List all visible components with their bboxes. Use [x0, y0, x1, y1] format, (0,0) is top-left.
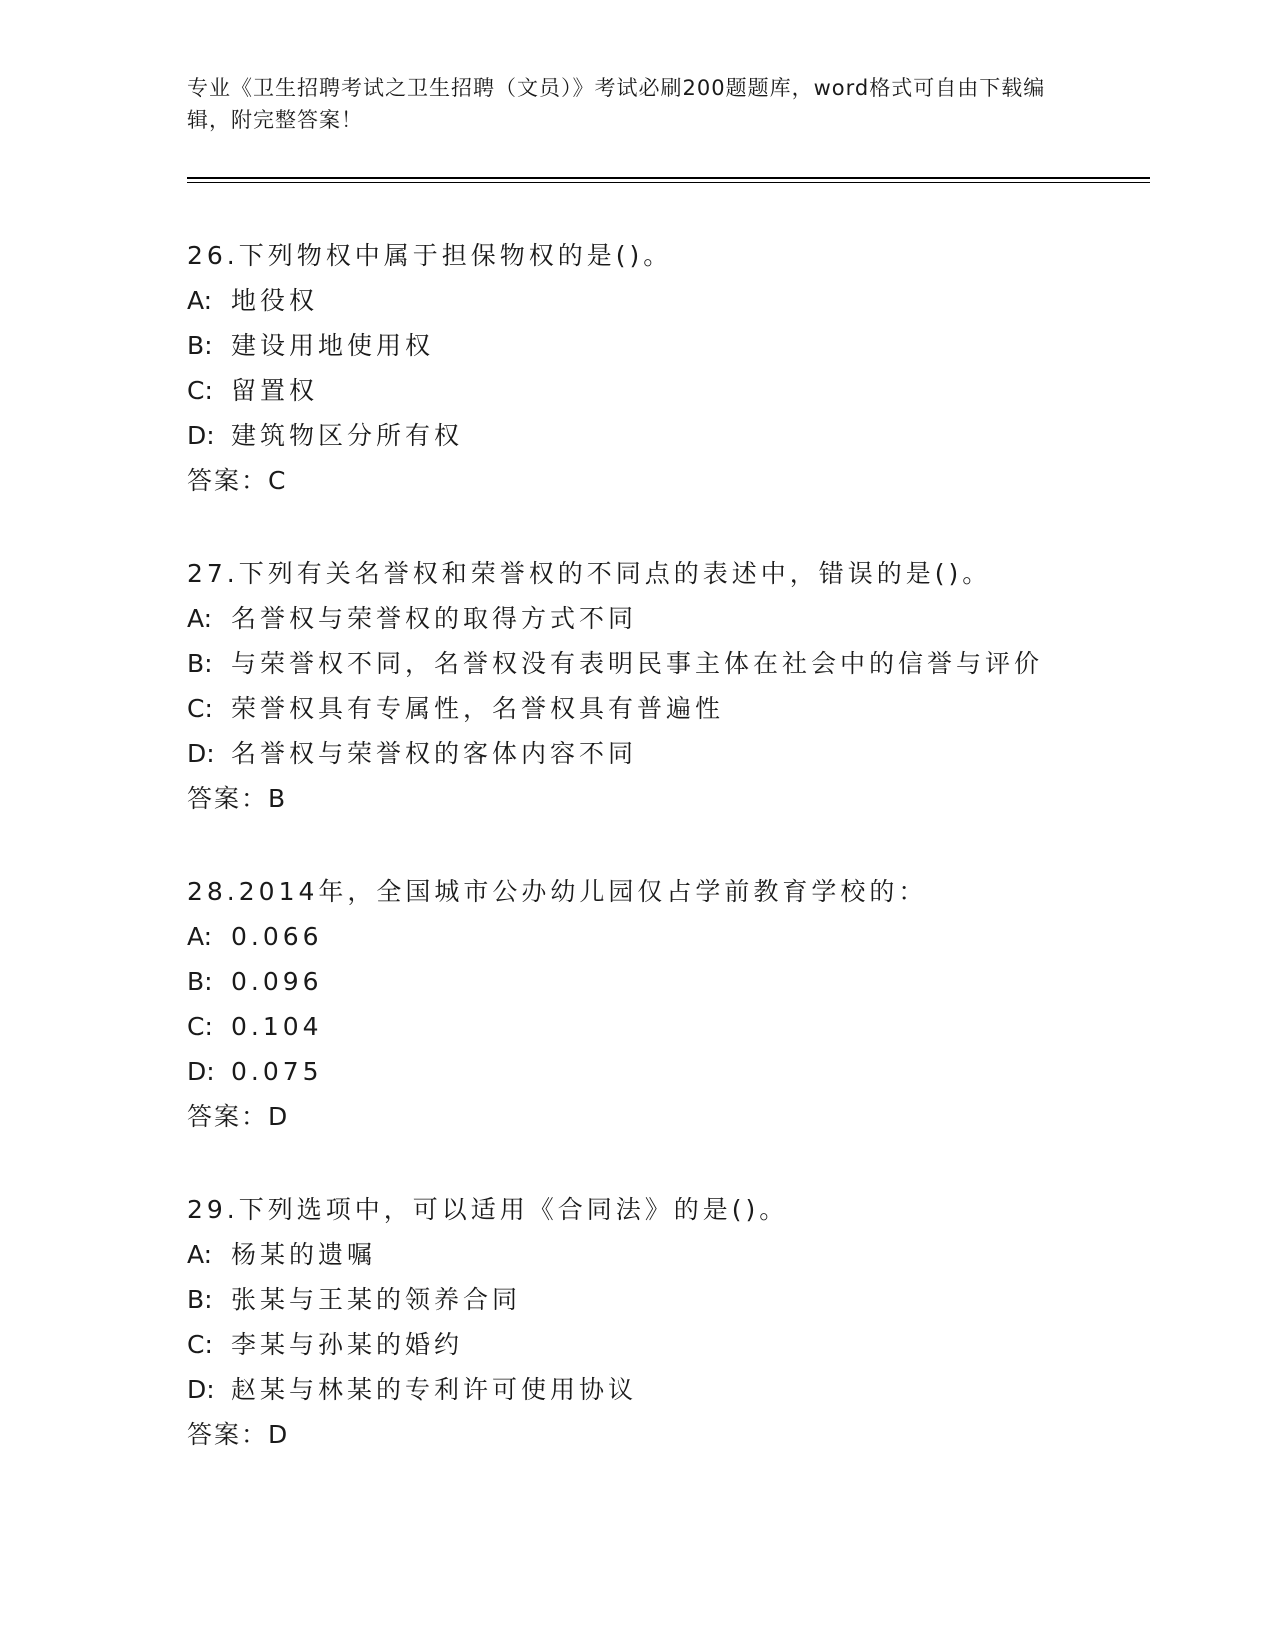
answer-label: 答案： [187, 1420, 269, 1449]
option-letter: B: [187, 331, 213, 360]
header-rule-thick [187, 177, 1150, 179]
answer-value: B [268, 784, 287, 813]
option-letter: B: [187, 967, 213, 996]
option-letter: A: [187, 1240, 213, 1269]
question-29 [187, 1187, 1137, 1457]
question-stem: 27.下列有关名誉权和荣誉权的不同点的表述中，错误的是()。 [187, 559, 992, 588]
option-text: 荣誉权具有专属性，名誉权具有普遍性 [231, 694, 725, 723]
question-stem: 28.2014年，全国城市公办幼儿园仅占学前教育学校的： [187, 877, 928, 906]
option-a [187, 914, 1137, 959]
option-text: 杨某的遗嘱 [231, 1240, 377, 1269]
answer-value: C [268, 466, 287, 495]
option-b [187, 1277, 1137, 1322]
option-b [187, 323, 1137, 368]
option-text: 李某与孙某的婚约 [231, 1330, 464, 1359]
option-d [187, 1049, 1137, 1094]
document-header: 专业《卫生招聘考试之卫生招聘（文员）》考试必刷200题题库，word格式可自由下载编辑，附完整答案！ [187, 76, 1046, 132]
answer-line [187, 458, 1137, 503]
option-d [187, 413, 1137, 458]
option-a [187, 1232, 1137, 1277]
answer-line [187, 1412, 1137, 1457]
option-c [187, 1322, 1137, 1367]
option-letter: A: [187, 286, 213, 315]
option-d [187, 1367, 1137, 1412]
option-text: 0.104 [231, 1012, 323, 1041]
option-letter: A: [187, 604, 213, 633]
option-letter: C: [187, 1012, 213, 1041]
option-text: 名誉权与荣誉权的客体内容不同 [231, 739, 638, 768]
answer-label: 答案： [187, 466, 269, 495]
option-text: 留置权 [231, 376, 319, 405]
option-letter: D: [187, 1375, 215, 1404]
option-letter: D: [187, 739, 215, 768]
option-letter: C: [187, 694, 213, 723]
question-27 [187, 551, 1137, 821]
option-text: 0.075 [231, 1057, 323, 1086]
option-text: 建设用地使用权 [231, 331, 435, 360]
option-text: 0.066 [231, 922, 323, 951]
option-text: 建筑物区分所有权 [231, 421, 464, 450]
answer-label: 答案： [187, 784, 269, 813]
question-28 [187, 869, 1137, 1139]
option-c [187, 368, 1137, 413]
answer-line [187, 1094, 1137, 1139]
option-text: 地役权 [231, 286, 319, 315]
option-a [187, 596, 1137, 641]
option-b [187, 641, 1137, 686]
option-b [187, 959, 1137, 1004]
option-c [187, 1004, 1137, 1049]
answer-line [187, 776, 1137, 821]
option-letter: B: [187, 649, 213, 678]
option-text: 赵某与林某的专利许可使用协议 [231, 1375, 638, 1404]
option-a [187, 278, 1137, 323]
option-text: 名誉权与荣誉权的取得方式不同 [231, 604, 638, 633]
question-26 [187, 233, 1137, 503]
option-letter: B: [187, 1285, 213, 1314]
question-stem: 26.下列物权中属于担保物权的是()。 [187, 241, 673, 270]
question-stem: 29.下列选项中，可以适用《合同法》的是()。 [187, 1195, 789, 1224]
option-letter: C: [187, 376, 213, 405]
answer-value: D [268, 1102, 289, 1131]
option-text: 0.096 [231, 967, 323, 996]
header-rule-thin [187, 182, 1150, 183]
option-letter: D: [187, 421, 215, 450]
answer-label: 答案： [187, 1102, 269, 1131]
answer-value: D [268, 1420, 289, 1449]
option-text: 张某与王某的领养合同 [231, 1285, 522, 1314]
option-text: 与荣誉权不同，名誉权没有表明民事主体在社会中的信誉与评价 [231, 649, 1044, 678]
option-c [187, 686, 1137, 731]
option-letter: D: [187, 1057, 215, 1086]
option-letter: A: [187, 922, 213, 951]
option-d [187, 731, 1137, 776]
option-letter: C: [187, 1330, 213, 1359]
